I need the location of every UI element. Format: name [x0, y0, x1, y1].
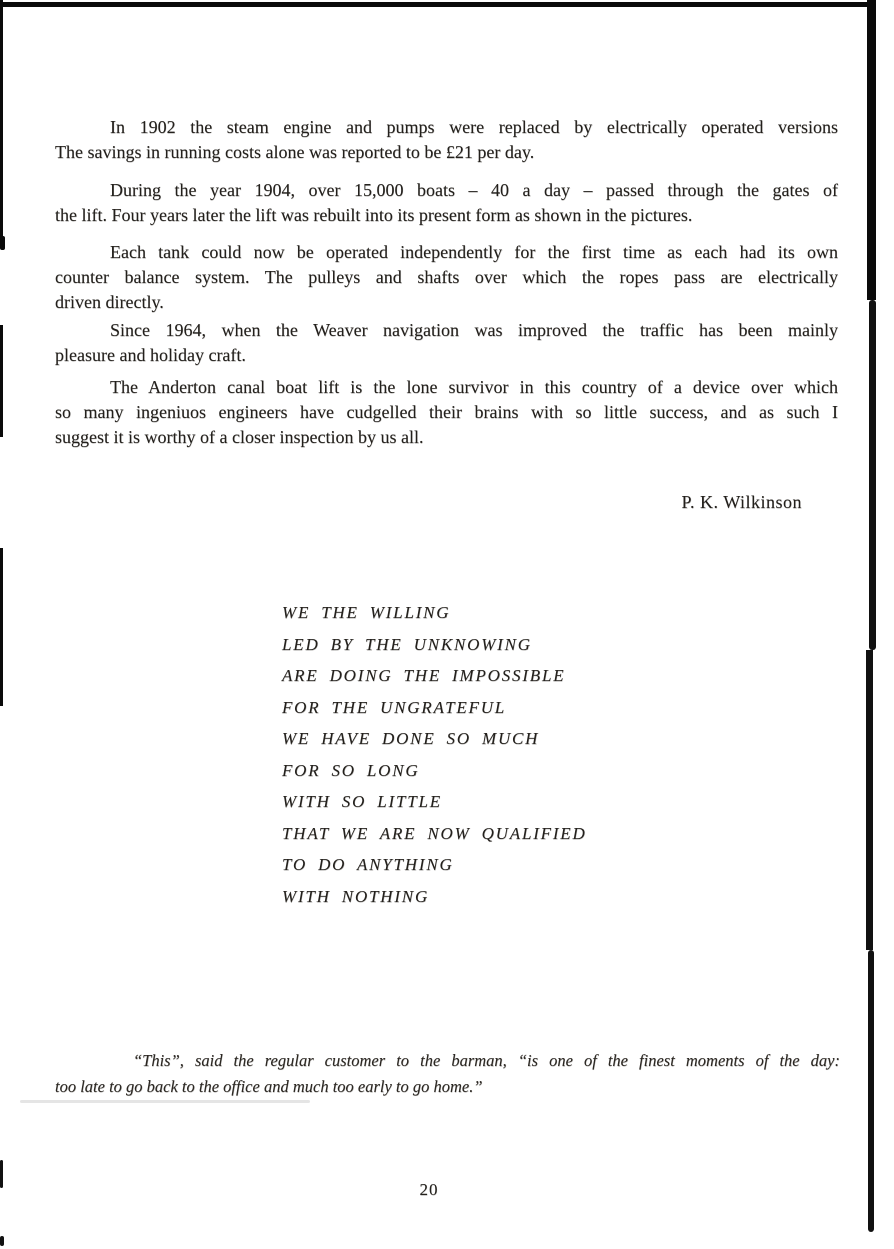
quote-line: too late to go back to the office and much too early to go home.” [55, 1076, 483, 1096]
author-signature: P. K. Wilkinson [681, 492, 802, 512]
poem-block [282, 597, 587, 912]
scan-border-left [0, 548, 3, 706]
scan-border-right [866, 650, 873, 950]
poem-line: ARE DOING THE IMPOSSIBLE [282, 666, 566, 685]
poem-line: WITH NOTHING [282, 886, 430, 906]
text-line: The savings in running costs alone was reported to be £21 per day. [55, 142, 535, 162]
text-line: During the year 1904, over 15,000 boats – 40 a day – passed through the gates of [110, 180, 838, 200]
text-line: In 1902 the steam engine and pumps were replaced by electrically operated versions [110, 117, 838, 137]
poem-line: LED BY THE UNKNOWING [282, 634, 532, 654]
poem-line: FOR SO LONG [282, 760, 420, 780]
page-number: 20 [419, 1180, 439, 1199]
text-line: suggest it is worthy of a closer inspection by us all. [55, 427, 424, 447]
text-line: so many ingeniuos engineers have cudgelled their brains with so little success, and as such I [55, 402, 838, 422]
text-line: Each tank could now be operated independently for the first time as each had its own [110, 242, 838, 262]
poem-line: THAT WE ARE NOW QUALIFIED [282, 823, 587, 843]
paragraph-4 [55, 318, 838, 368]
paragraph-1 [55, 115, 838, 165]
paragraph-2 [55, 178, 838, 228]
paragraph-5 [55, 375, 838, 450]
text-line: the lift. Four years later the lift was rebuilt into its present form as shown in the pictures. [55, 205, 693, 225]
poem-line: WITH SO LITTLE [282, 792, 442, 811]
barman-quote [55, 1048, 840, 1099]
text-line: pleasure and holiday craft. [55, 345, 246, 365]
scan-border-top [0, 2, 870, 7]
quote-line: “This”, said the regular customer to the barman, “is one of the finest moments of the day: [133, 1051, 840, 1070]
scan-border-right [869, 300, 876, 650]
scan-border-left-mark [0, 1236, 4, 1246]
scan-smudge [20, 1100, 310, 1103]
paragraph-3 [55, 240, 838, 315]
scan-border-right [868, 950, 874, 1232]
text-line: The Anderton canal boat lift is the lone survivor in this country of a device over which [110, 377, 838, 397]
poem-line: WE THE WILLING [282, 603, 451, 622]
poem-line: WE HAVE DONE SO MUCH [282, 729, 540, 748]
poem-line: FOR THE UNGRATEFUL [282, 697, 507, 717]
scan-border-right [867, 0, 876, 300]
text-line: driven directly. [55, 292, 164, 312]
scan-border-left [0, 0, 3, 238]
text-line: counter balance system. The pulleys and shafts over which the ropes pass are electrically [55, 267, 838, 287]
text-line: Since 1964, when the Weaver navigation was improved the traffic has been mainly [110, 320, 838, 340]
scan-border-left-blob [0, 236, 5, 250]
scan-border-left [0, 325, 3, 437]
poem-line: TO DO ANYTHING [282, 855, 454, 874]
